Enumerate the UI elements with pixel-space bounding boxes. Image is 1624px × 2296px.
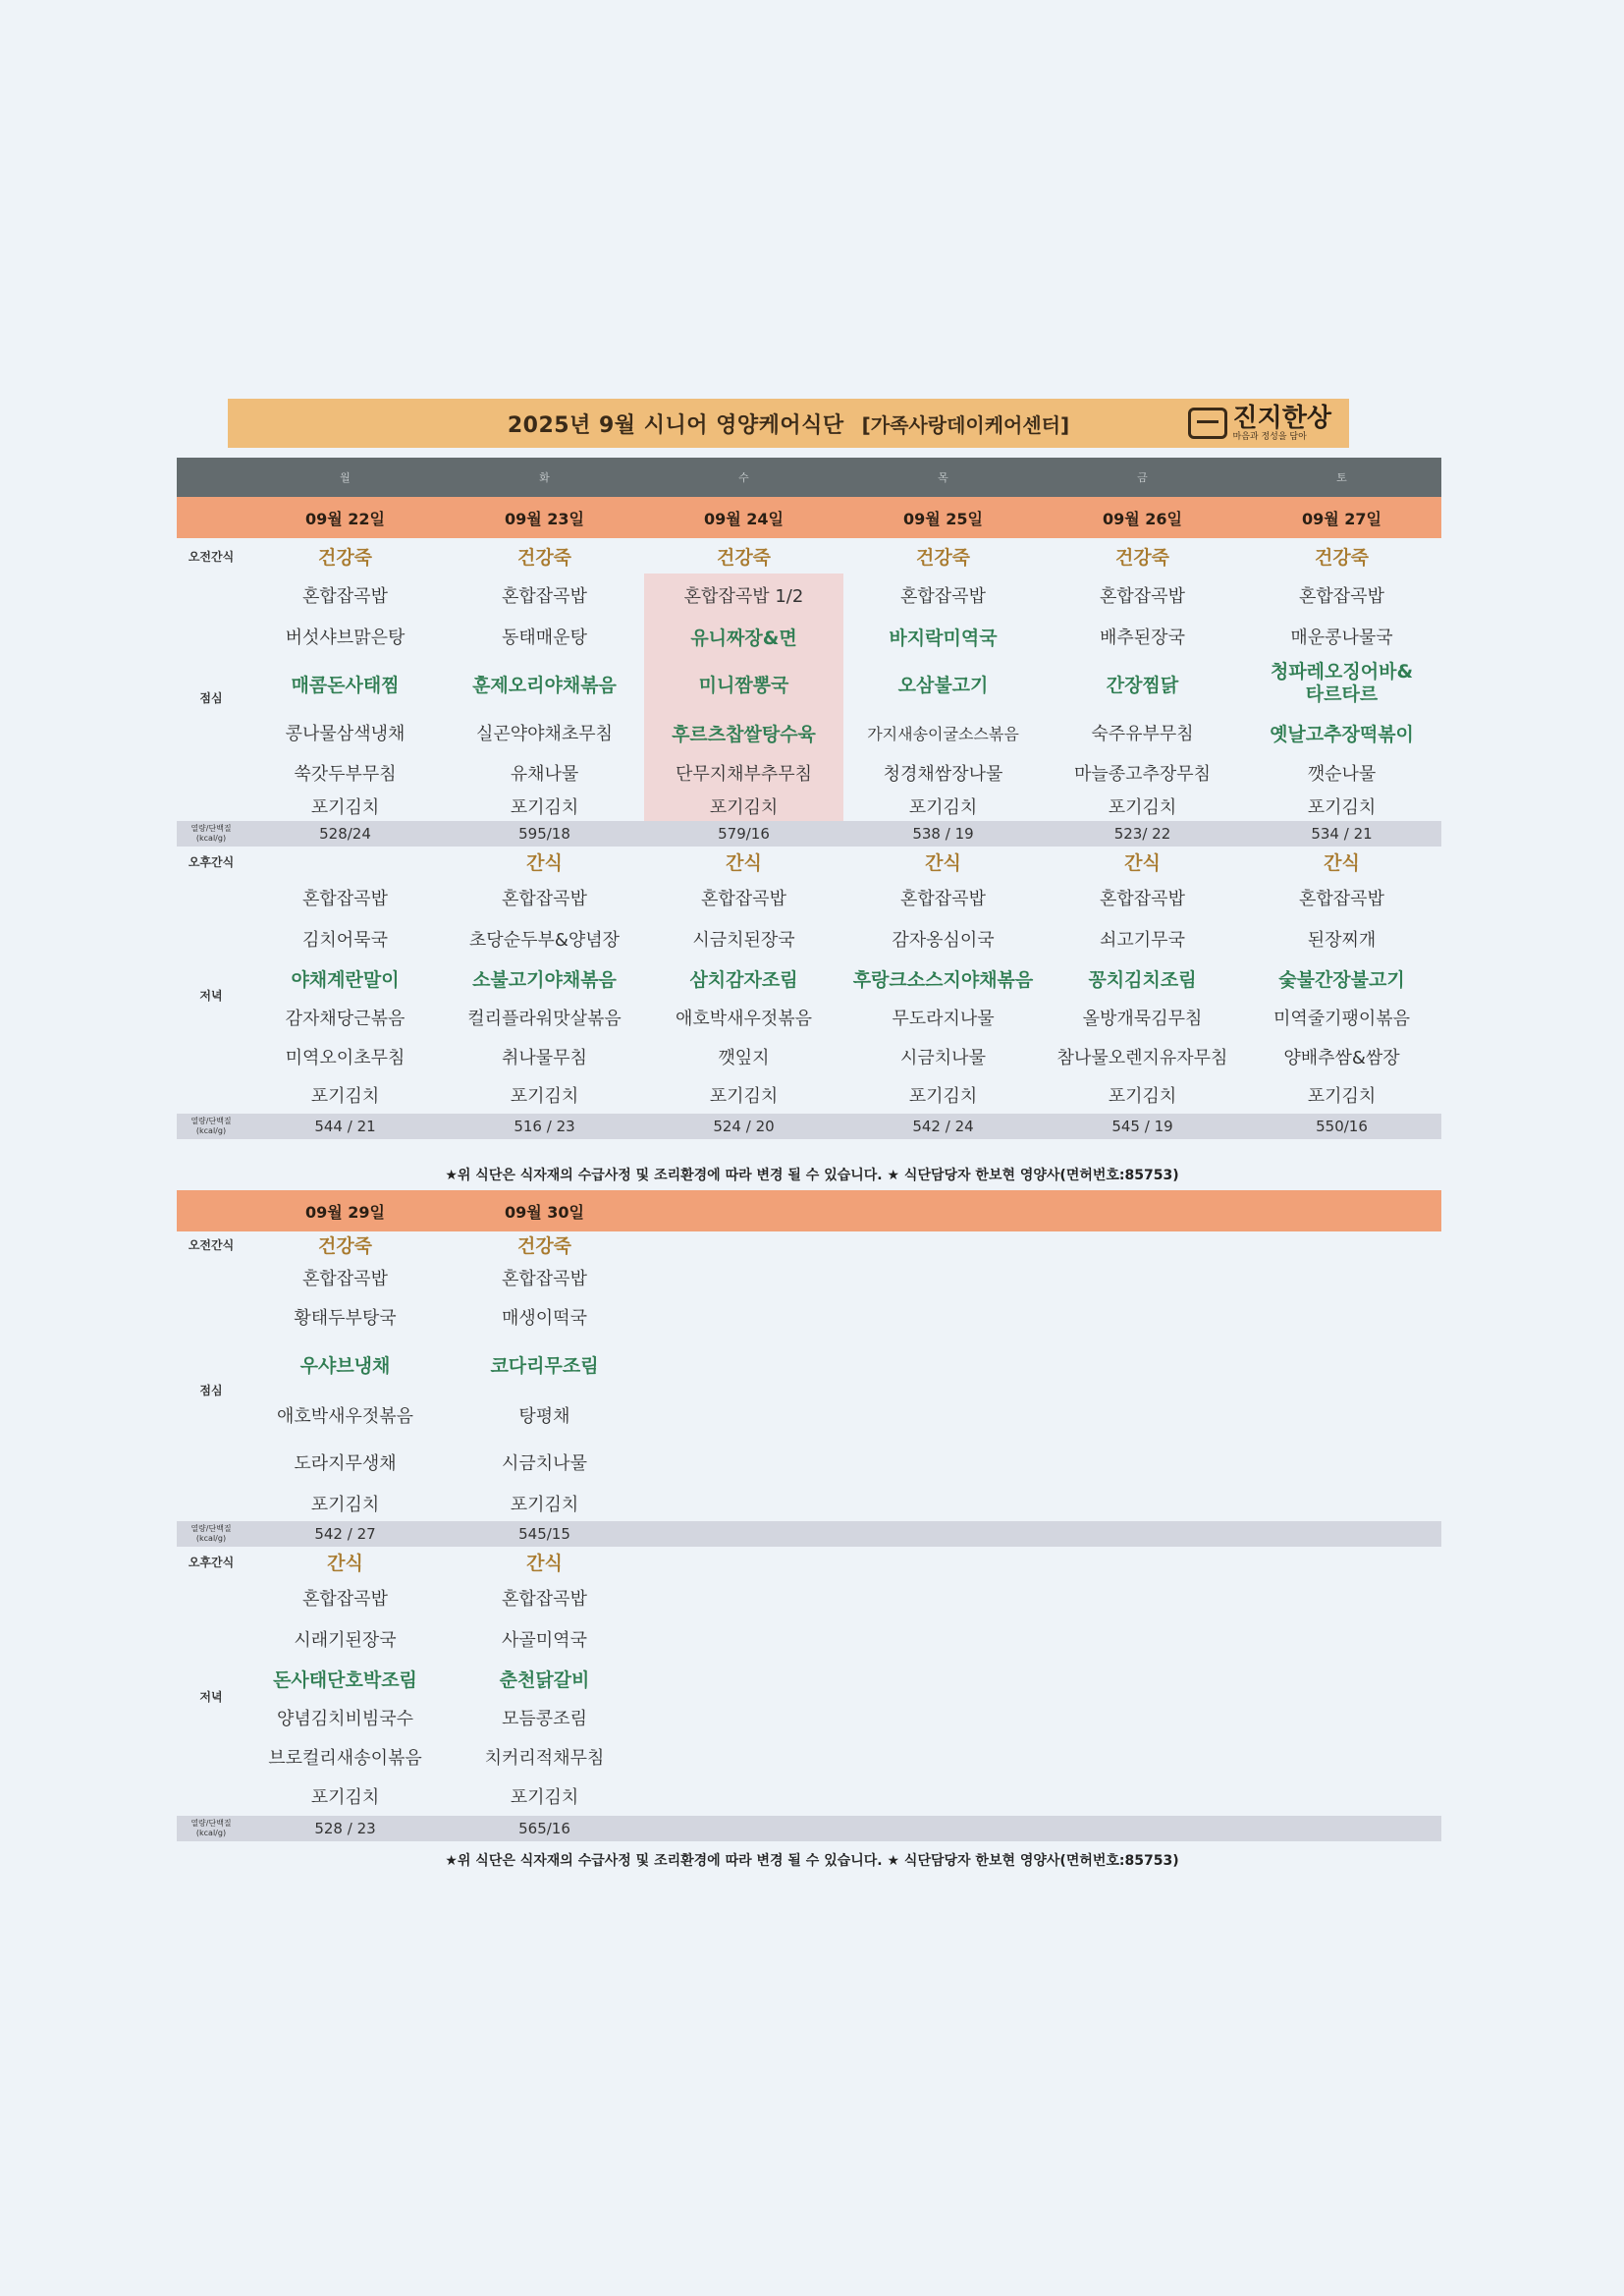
- menu-item: 포기김치: [310, 1495, 380, 1515]
- lunch-row: [177, 1337, 1441, 1392]
- menu-item: 간식: [925, 851, 961, 874]
- row-label: 점심: [199, 690, 223, 705]
- menu-item: 오삼불고기: [897, 674, 989, 696]
- menu-item: 마늘종고추장무침: [1073, 764, 1212, 785]
- menu-item: 포기김치: [908, 1086, 978, 1107]
- menu-item: 황태두부탕국: [294, 1308, 397, 1329]
- weekday-wed: 수: [644, 458, 843, 497]
- menu-item: 동태매운탕: [502, 628, 587, 648]
- dinner-row: [177, 1777, 1441, 1816]
- nutrition-row: [177, 1521, 1441, 1547]
- weekday-thu: 목: [843, 458, 1043, 497]
- menu-item: 간식: [526, 1552, 563, 1574]
- menu-item: 미역오이초무침: [285, 1048, 406, 1068]
- date-cell: 09월 23일: [445, 497, 644, 538]
- notice-text: ★위 식단은 식자재의 수급사정 및 조리환경에 따라 변경 될 수 있습니다. ★ 식단담당자 한보현 영양사(면허번호:85753): [445, 1168, 1179, 1183]
- nutrition-value: 545 / 19: [1043, 1114, 1242, 1139]
- morning-snack-row: [177, 1231, 1441, 1258]
- lunch-row: [177, 1297, 1441, 1337]
- menu-item: 포기김치: [510, 1495, 579, 1515]
- weekday-fri: 금: [1043, 458, 1242, 497]
- menu-item: 후르츠찹쌀탕수육: [644, 711, 843, 754]
- menu-item: 콩나물삼색냉채: [285, 724, 406, 744]
- menu-item: 간식: [327, 1552, 363, 1574]
- nutrition-value: 542 / 27: [245, 1521, 445, 1547]
- menu-item: 혼합잡곡밥: [302, 889, 388, 909]
- menu-item: 혼합잡곡밥: [1100, 889, 1185, 909]
- menu-item: 브로컬리새송이볶음: [268, 1748, 422, 1769]
- date-cell: 09월 29일: [245, 1190, 445, 1231]
- menu-item: 미역줄기팽이볶음: [1272, 1009, 1411, 1029]
- menu-item: 포기김치: [310, 1086, 380, 1107]
- nutrition-value: 545/15: [445, 1521, 644, 1547]
- weekday-row: [177, 458, 1441, 497]
- nutrition-value: 534 / 21: [1242, 821, 1441, 847]
- morning-snack-row: [177, 538, 1441, 574]
- menu-item: 실곤약야채초무침: [475, 724, 614, 744]
- menu-item: 포기김치: [510, 1787, 579, 1808]
- menu-item: 미니짬뽕국: [644, 656, 843, 711]
- menu-item: 혼합잡곡밥: [701, 889, 786, 909]
- menu-item: 혼합잡곡밥: [1299, 889, 1384, 909]
- menu-item: 건강죽: [516, 1235, 572, 1257]
- menu-item: 가지새송이굴소스볶음: [867, 724, 1019, 743]
- menu-item: 건강죽: [1314, 546, 1370, 569]
- menu-item: 꽁치김치조림: [1088, 968, 1197, 991]
- menu-item: 혼합잡곡밥: [1100, 586, 1185, 607]
- row-label: 열량/단백질 (kcal/g): [177, 1521, 245, 1547]
- menu-item: 청경채쌈장나물: [883, 764, 1003, 785]
- date-row: [177, 497, 1441, 538]
- menu-item: 양념김치비빔국수: [276, 1709, 414, 1729]
- menu-item: 숯불간장불고기: [1278, 968, 1405, 991]
- date-cell: 09월 30일: [445, 1190, 644, 1231]
- nutrition-row: [177, 1114, 1441, 1139]
- dinner-row: [177, 958, 1441, 998]
- menu-item: 옛날고추장떡볶이: [1270, 723, 1414, 745]
- menu-item: 건강죽: [317, 1235, 373, 1257]
- lunch-row: [177, 1258, 1441, 1297]
- menu-item: 삼치감자조림: [689, 968, 798, 991]
- lunch-row: [177, 1439, 1441, 1486]
- menu-item: 혼합잡곡밥 1/2: [644, 574, 843, 617]
- menu-item: 포기김치: [709, 1086, 779, 1107]
- dinner-row: [177, 998, 1441, 1037]
- menu-item: 춘천닭갈비: [499, 1668, 590, 1691]
- menu-item: 청파레오징어바&타르타르: [1270, 661, 1414, 705]
- menu-item: 애호박새우젓볶음: [276, 1406, 414, 1427]
- nutrition-row: [177, 821, 1441, 847]
- dinner-row: [177, 1737, 1441, 1777]
- row-label: 점심: [199, 1383, 223, 1397]
- logo-tagline: 마음과 정성을 담아: [1232, 431, 1307, 442]
- row-label: 오후간식: [188, 854, 235, 869]
- menu-item: 유니짜장&면: [644, 617, 843, 656]
- row-label: 열량/단백질 (kcal/g): [177, 1816, 245, 1841]
- brand-logo: [1188, 404, 1331, 443]
- nutrition-row: [177, 1816, 1441, 1841]
- logo-name: 진지한상: [1232, 403, 1331, 433]
- afternoon-snack-row: [177, 847, 1441, 876]
- menu-item: 버섯샤브맑은탕: [285, 628, 406, 648]
- lunch-row: [177, 711, 1441, 754]
- menu-item: 양배추쌈&쌈장: [1283, 1048, 1400, 1068]
- menu-item: 애호박새우젓볶음: [675, 1009, 813, 1029]
- menu-item: 소불고기야채볶음: [472, 968, 617, 991]
- menu-item: 후랑크소스지야채볶음: [852, 968, 1034, 991]
- nutrition-value: 528 / 23: [245, 1816, 445, 1841]
- menu-item: 포기김치: [510, 1086, 579, 1107]
- notice-text: ★위 식단은 식자재의 수급사정 및 조리환경에 따라 변경 될 수 있습니다. ★ 식단담당자 한보현 영양사(면허번호:85753): [445, 1853, 1179, 1869]
- date-cell: 09월 25일: [843, 497, 1043, 538]
- menu-item: 혼합잡곡밥: [502, 1269, 587, 1289]
- menu-item: 탕평채: [518, 1406, 570, 1427]
- menu-item: 포기김치: [644, 792, 843, 821]
- nutrition-value: 538 / 19: [843, 821, 1043, 847]
- center-name: [가족사랑데이케어센터]: [861, 412, 1070, 437]
- page-title: 2025년 9월 시니어 영양케어식단: [507, 412, 844, 438]
- menu-item: 혼합잡곡밥: [302, 1589, 388, 1610]
- menu-item: 간식: [1324, 851, 1360, 874]
- date-cell: 09월 26일: [1043, 497, 1242, 538]
- dinner-row: [177, 919, 1441, 958]
- row-label: 열량/단백질 (kcal/g): [177, 821, 245, 847]
- nutrition-value: 565/16: [445, 1816, 644, 1841]
- nutrition-value: 579/16: [644, 821, 843, 847]
- lunch-row: [177, 1392, 1441, 1439]
- menu-item: 혼합잡곡밥: [502, 889, 587, 909]
- lunch-row: [177, 574, 1441, 617]
- menu-item: 건강죽: [915, 546, 971, 569]
- menu-item: 혼합잡곡밥: [502, 586, 587, 607]
- menu-item: 도라지무생채: [294, 1453, 397, 1474]
- menu-item: 깻잎지: [718, 1048, 770, 1068]
- dinner-row: [177, 1576, 1441, 1619]
- menu-item: 된장찌개: [1307, 930, 1377, 951]
- dinner-row: [177, 1619, 1441, 1659]
- menu-item: 시래기된장국: [294, 1630, 397, 1651]
- afternoon-snack-row: [177, 1547, 1441, 1576]
- menu-item: 시금치나물: [900, 1048, 986, 1068]
- row-label: 저녁: [199, 1689, 223, 1704]
- menu-item: 포기김치: [310, 1787, 380, 1808]
- menu-item: 시금치된장국: [692, 930, 795, 951]
- nutrition-value: 542 / 24: [843, 1114, 1043, 1139]
- title-bar: [228, 399, 1349, 448]
- menu-item: 포기김치: [1108, 797, 1177, 818]
- date-cell: 09월 27일: [1242, 497, 1441, 538]
- menu-item: 무도라지나물: [892, 1009, 995, 1029]
- menu-item: 치커리적채무침: [484, 1748, 605, 1769]
- nutrition-value: 550/16: [1242, 1114, 1441, 1139]
- menu-item: 올방개묵김무침: [1082, 1009, 1203, 1029]
- menu-table-week1: [177, 458, 1441, 1139]
- menu-item: 우샤브냉채: [299, 1354, 391, 1377]
- menu-item: 훈제오리야채볶음: [472, 674, 617, 696]
- menu-item: 컬리플라워맛살볶음: [467, 1009, 622, 1029]
- menu-item: 배추된장국: [1100, 628, 1185, 648]
- menu-item: 초당순두부&양념장: [468, 930, 621, 951]
- menu-item: 간식: [1124, 851, 1161, 874]
- lunch-row: [177, 754, 1441, 792]
- menu-item: 김치어묵국: [302, 930, 388, 951]
- row-label: 저녁: [199, 988, 223, 1003]
- weekday-sat: 토: [1242, 458, 1441, 497]
- menu-table-week2: [177, 1190, 1441, 1841]
- weekday-tue: 화: [445, 458, 644, 497]
- date-cell: 09월 22일: [245, 497, 445, 538]
- lunch-row: [177, 792, 1441, 821]
- menu-item: 바지락미역국: [889, 627, 998, 649]
- menu-item: 포기김치: [1108, 1086, 1177, 1107]
- menu-item: 혼합잡곡밥: [302, 1269, 388, 1289]
- menu-item: 사골미역국: [502, 1630, 587, 1651]
- menu-item: 감자옹심이국: [892, 930, 995, 951]
- menu-item: 감자채당근볶음: [285, 1009, 406, 1029]
- weekday-mon: 월: [245, 458, 445, 497]
- menu-item: 포기김치: [510, 797, 579, 818]
- menu-item: 건강죽: [716, 546, 772, 569]
- menu-item: 매생이떡국: [502, 1308, 587, 1329]
- dinner-row: [177, 1076, 1441, 1114]
- menu-item: 포기김치: [908, 797, 978, 818]
- menu-item: 간장찜닭: [1106, 674, 1179, 696]
- nutrition-value: 528/24: [245, 821, 445, 847]
- date-cell: 09월 24일: [644, 497, 843, 538]
- menu-item: 간식: [726, 851, 762, 874]
- menu-item: 단무지채부추무침: [644, 754, 843, 792]
- row-label: 열량/단백질 (kcal/g): [177, 1114, 245, 1139]
- nutrition-value: 544 / 21: [245, 1114, 445, 1139]
- row-label: 오전간식: [188, 1238, 235, 1252]
- nutrition-value: 595/18: [445, 821, 644, 847]
- food-tray-icon: [1188, 408, 1227, 439]
- dinner-row: [177, 1698, 1441, 1737]
- row-label: 오전간식: [188, 549, 235, 564]
- menu-item: 코다리무조림: [490, 1354, 599, 1377]
- lunch-row: [177, 617, 1441, 656]
- menu-item: 매콤돈사태찜: [291, 674, 400, 696]
- menu-item: 간식: [526, 851, 563, 874]
- lunch-row: [177, 656, 1441, 711]
- nutrition-value: 523/ 22: [1043, 821, 1242, 847]
- menu-item: 시금치나물: [502, 1453, 587, 1474]
- menu-item: 포기김치: [1307, 797, 1377, 818]
- menu-item: 포기김치: [310, 797, 380, 818]
- menu-item: 깻순나물: [1307, 764, 1377, 785]
- nutrition-value: 516 / 23: [445, 1114, 644, 1139]
- menu-item: 모듬콩조림: [502, 1709, 587, 1729]
- menu-item: 건강죽: [1114, 546, 1170, 569]
- dinner-row: [177, 1659, 1441, 1698]
- menu-item: 쑥갓두부무침: [294, 764, 397, 785]
- menu-item: 건강죽: [317, 546, 373, 569]
- menu-item: 참나물오렌지유자무침: [1056, 1048, 1228, 1068]
- menu-item: 혼합잡곡밥: [302, 586, 388, 607]
- menu-item: 매운콩나물국: [1290, 628, 1393, 648]
- date-row: [177, 1190, 1441, 1231]
- menu-item: 취나물무침: [502, 1048, 587, 1068]
- menu-item: 유채나물: [510, 764, 579, 785]
- menu-item: 돈사태단호박조림: [273, 1668, 417, 1691]
- dinner-row: [177, 876, 1441, 919]
- menu-item: 혼합잡곡밥: [502, 1589, 587, 1610]
- menu-item: 혼합잡곡밥: [900, 889, 986, 909]
- lunch-row: [177, 1486, 1441, 1521]
- menu-item: 혼합잡곡밥: [900, 586, 986, 607]
- menu-item: 포기김치: [1307, 1086, 1377, 1107]
- dinner-row: [177, 1037, 1441, 1076]
- menu-item: 숙주유부무침: [1091, 724, 1194, 744]
- menu-item: 쇠고기무국: [1100, 930, 1185, 951]
- menu-item: 건강죽: [516, 546, 572, 569]
- menu-item: 혼합잡곡밥: [1299, 586, 1384, 607]
- menu-item: [245, 847, 445, 876]
- menu-item: 야채계란말이: [291, 968, 400, 991]
- row-label: 오후간식: [188, 1555, 235, 1569]
- nutrition-value: 524 / 20: [644, 1114, 843, 1139]
